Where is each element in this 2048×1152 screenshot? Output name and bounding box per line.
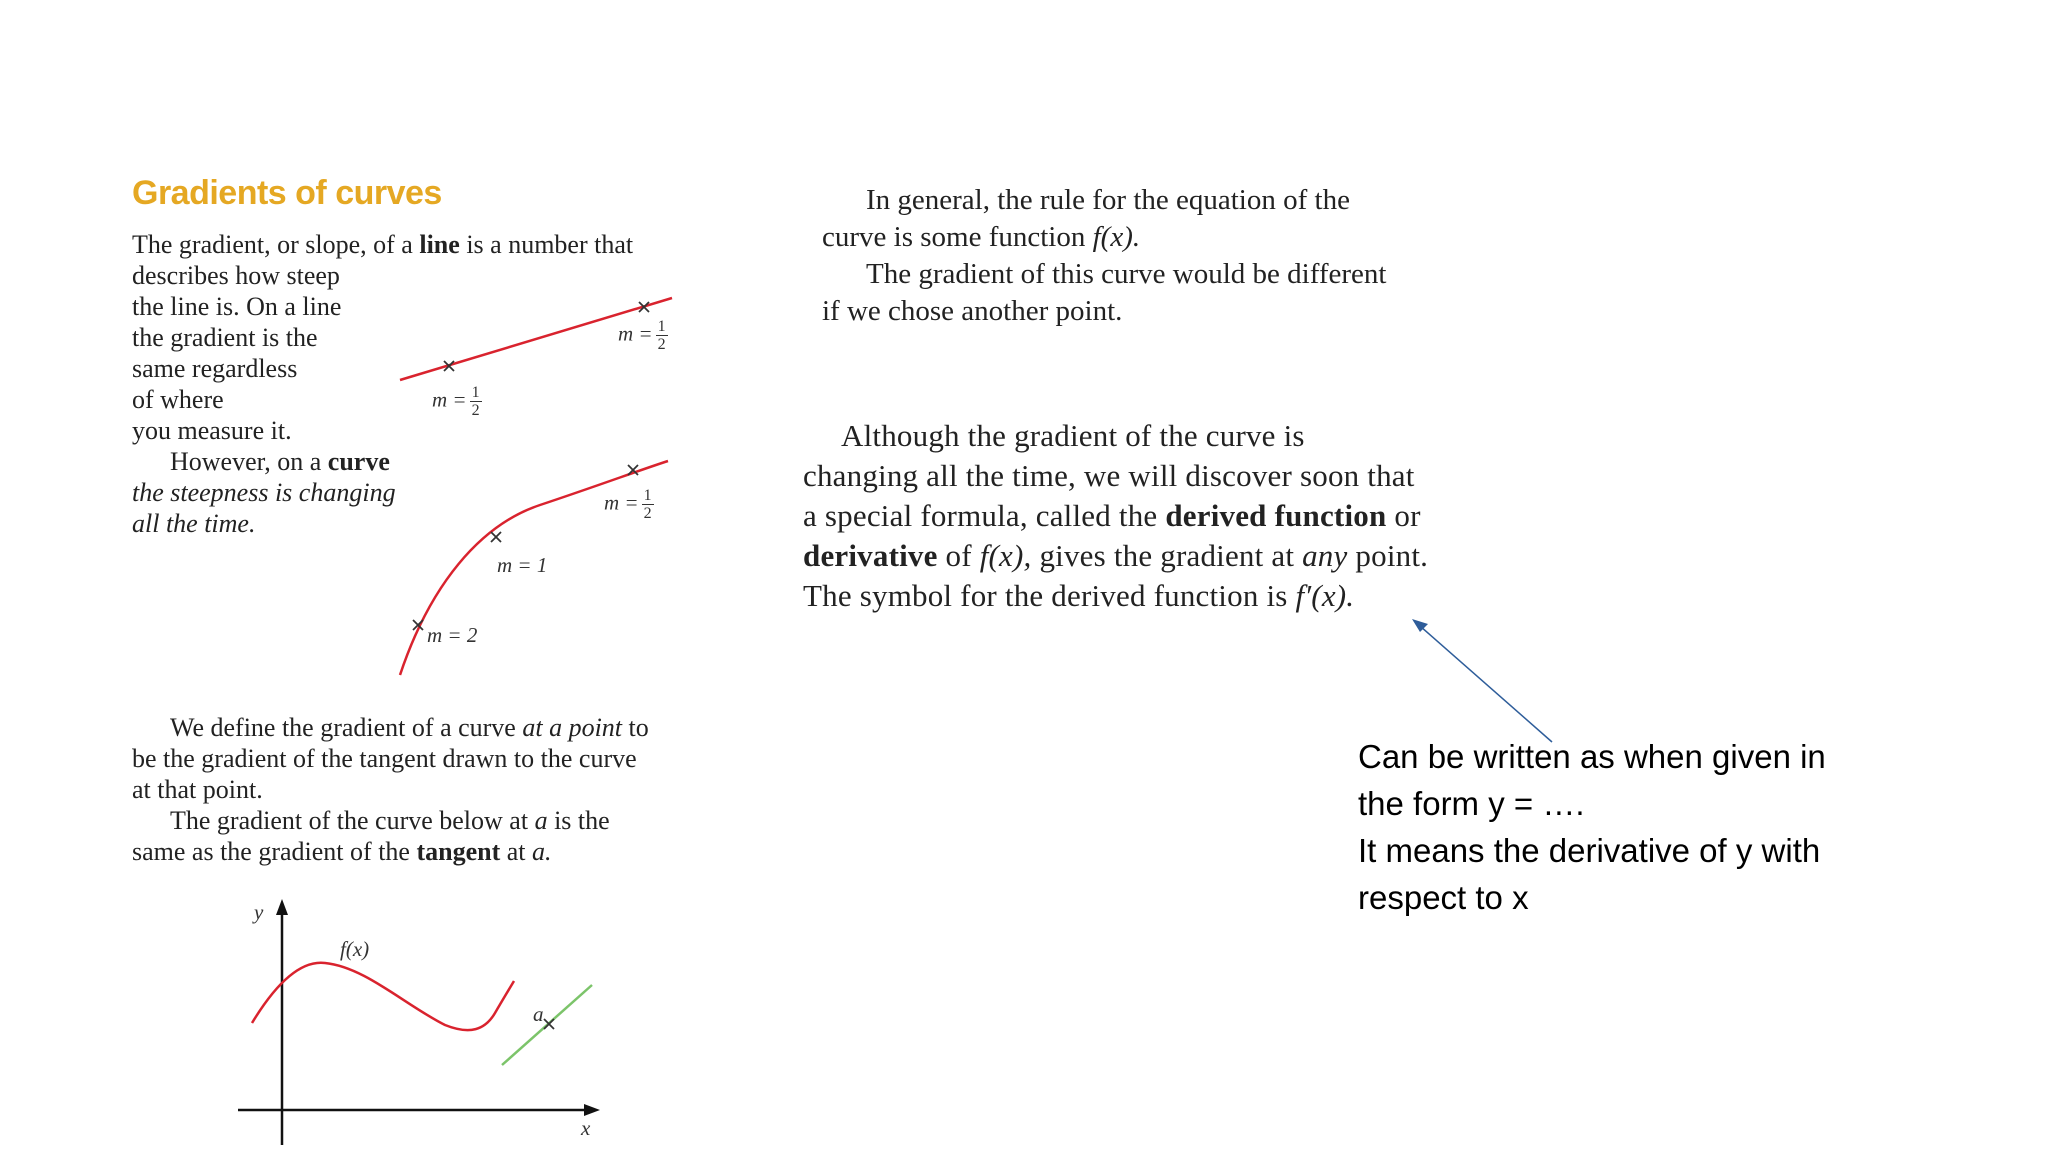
intro-line-8: However, on a curve (170, 447, 390, 476)
intro-line-6: of where (132, 385, 224, 414)
derived-line-3: a special formula, called the derived function or (803, 498, 1421, 533)
annotation-note (1358, 733, 1826, 921)
x-axis-arrow (584, 1104, 600, 1116)
fraction-half: $\frac{1}{2}$ (657, 318, 666, 353)
derived-line-4: derivative of f(x), gives the gradient at any point. (803, 538, 1429, 573)
intro-line-4: the gradient is the (132, 323, 318, 352)
curve-figure (390, 455, 710, 685)
graph-x-label: x (581, 1116, 591, 1140)
tangent-graph (230, 895, 610, 1145)
intro-line-1: The gradient, or slope, of a line is a number that (132, 230, 634, 259)
intro-line-5: same regardless (132, 354, 298, 383)
section-title: Gradients of curves (132, 174, 442, 212)
intro-line-3: the line is. On a line (132, 292, 342, 321)
cross-mark-middle (491, 532, 501, 542)
note-line-3: It means the derivative of y with (1358, 832, 1821, 869)
general-paragraph (822, 182, 1387, 330)
general-line-4: if we chose another point. (822, 295, 1123, 327)
derived-line-1: Although the gradient of the curve is (841, 418, 1305, 453)
general-line-1: In general, the rule for the equation of the (866, 184, 1350, 216)
graph-point-label: a (533, 1002, 544, 1026)
intro-line-7: you measure it. (132, 416, 292, 445)
fraction-half: $\frac{1}{2}$ (643, 487, 652, 522)
derived-line-5: The symbol for the derived function is f′(x). (803, 578, 1355, 613)
derived-paragraph (803, 416, 1428, 616)
derived-line-2: changing all the time, we will discover soon that (803, 458, 1415, 493)
tangent-point-mark (544, 1019, 554, 1029)
curve-gradient-label-middle: m = 1 (497, 553, 548, 577)
definition-line-4: The gradient of the curve below at a is the (170, 806, 610, 835)
fraction-half: $\frac{1}{2}$ (471, 384, 480, 419)
intro-line-9: the steepness is changing (132, 478, 396, 507)
intro-line-2: describes how steep (132, 261, 340, 290)
general-line-2: curve is some function f(x). (822, 221, 1141, 253)
y-axis-arrow (276, 899, 288, 915)
note-line-1: Can be written as when given in (1358, 738, 1826, 775)
curve-gradient-label-bottom: m = 2 (427, 623, 478, 647)
note-line-2: the form y = …. (1358, 785, 1585, 822)
graph-y-label: y (254, 900, 264, 924)
definition-paragraph (132, 712, 649, 867)
curve-gradient-label-top: m = $\frac{1}{2}$ (604, 487, 652, 522)
line-gradient-label-low: m = $\frac{1}{2}$ (432, 384, 480, 419)
graph-function-label: f(x) (340, 937, 370, 961)
definition-line-2: be the gradient of the tangent drawn to the curve (132, 744, 637, 773)
function-curve (252, 963, 514, 1030)
definition-line-5: same as the gradient of the tangent at a. (132, 837, 552, 866)
definition-line-3: at that point. (132, 775, 263, 804)
definition-line-1: We define the gradient of a curve at a point to (170, 713, 649, 742)
note-line-4: respect to x (1358, 879, 1529, 916)
line-gradient-label-high: m = $\frac{1}{2}$ (618, 318, 666, 353)
general-line-3: The gradient of this curve would be different (866, 258, 1387, 290)
intro-line-10: all the time. (132, 509, 256, 538)
